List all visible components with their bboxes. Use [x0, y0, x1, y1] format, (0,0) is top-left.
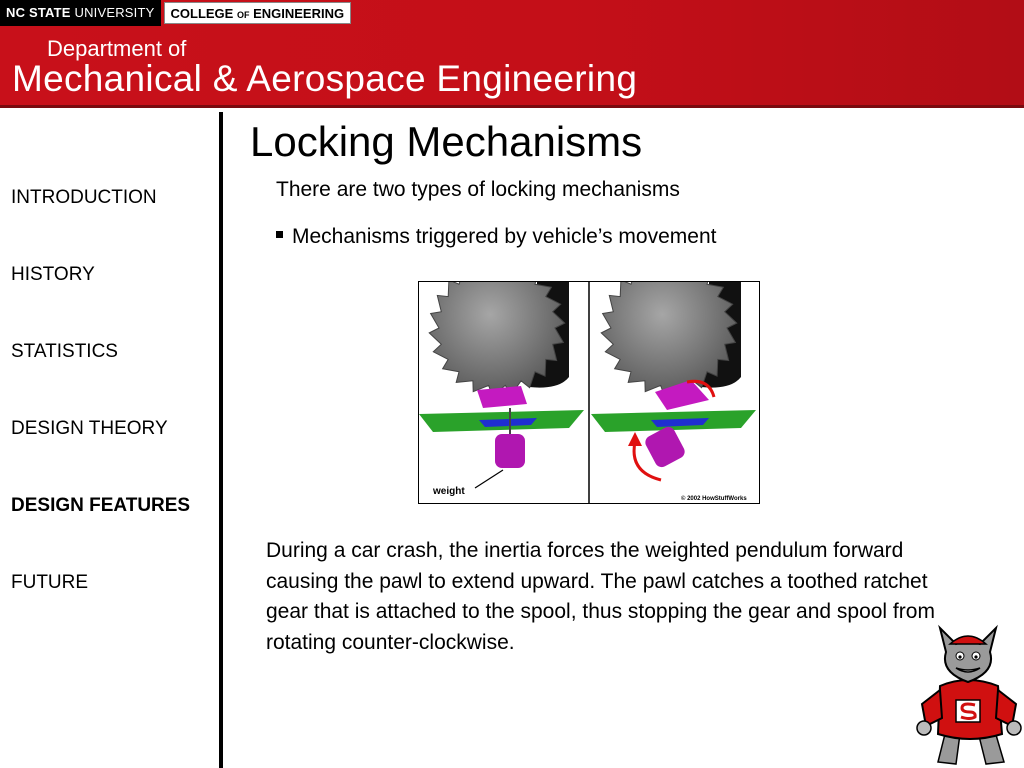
slide-title: Locking Mechanisms — [250, 118, 643, 165]
bullet-text: Mechanisms triggered by vehicle’s movement — [292, 225, 717, 248]
description-paragraph: During a car crash, the inertia forces the weighted pendulum forward causing the pawl to extend upward. The pawl catches a toothed ratchet gear that is attached to the spool, thus stopping the gear and spool from rotating counter-clockwise. — [266, 539, 935, 654]
bullet-item — [276, 225, 716, 249]
sidebar-nav — [11, 186, 216, 648]
copyright-label: © 2002 HowStuffWorks — [681, 496, 747, 502]
university-logo-bar — [0, 0, 351, 26]
nav-item-design-theory[interactable]: DESIGN THEORY — [11, 418, 168, 439]
college-logo[interactable] — [164, 2, 352, 24]
nc-state-logo[interactable] — [0, 0, 161, 26]
left-panel — [419, 282, 584, 497]
locking-mechanism-figure — [418, 281, 760, 504]
bullet-square-icon — [276, 231, 283, 238]
sidebar-divider — [219, 112, 223, 768]
mechanism-illustration — [419, 282, 759, 503]
nav-item-future[interactable]: FUTURE — [11, 572, 89, 593]
university-thin: UNIVERSITY — [74, 5, 155, 20]
dept-name-label: Mechanical & Aerospace Engineering — [12, 58, 638, 99]
nav-item-history[interactable]: HISTORY — [11, 264, 95, 285]
slide-subtitle: There are two types of locking mechanisms — [276, 178, 680, 201]
right-panel — [591, 282, 756, 502]
college-of: OF — [236, 10, 250, 20]
swing-arrow-head-icon — [628, 432, 642, 446]
nav-item-introduction[interactable]: INTRODUCTION — [11, 187, 157, 208]
university-bold: NC STATE — [6, 5, 71, 20]
nav-item-statistics[interactable]: STATISTICS — [11, 341, 118, 362]
weight-label: weight — [433, 486, 465, 497]
college-part1: COLLEGE — [170, 6, 234, 21]
pawl-icon — [477, 386, 527, 408]
nav-item-design-features[interactable]: DESIGN FEATURES — [11, 495, 191, 516]
dept-of-label: Department of — [47, 36, 187, 61]
weight-icon — [495, 434, 525, 468]
college-part2: ENGINEERING — [253, 6, 345, 21]
weight-swung-icon — [643, 424, 687, 469]
header-banner — [0, 0, 1024, 108]
weight-pointer — [475, 470, 503, 488]
wolf-mascot-icon — [912, 622, 1024, 768]
